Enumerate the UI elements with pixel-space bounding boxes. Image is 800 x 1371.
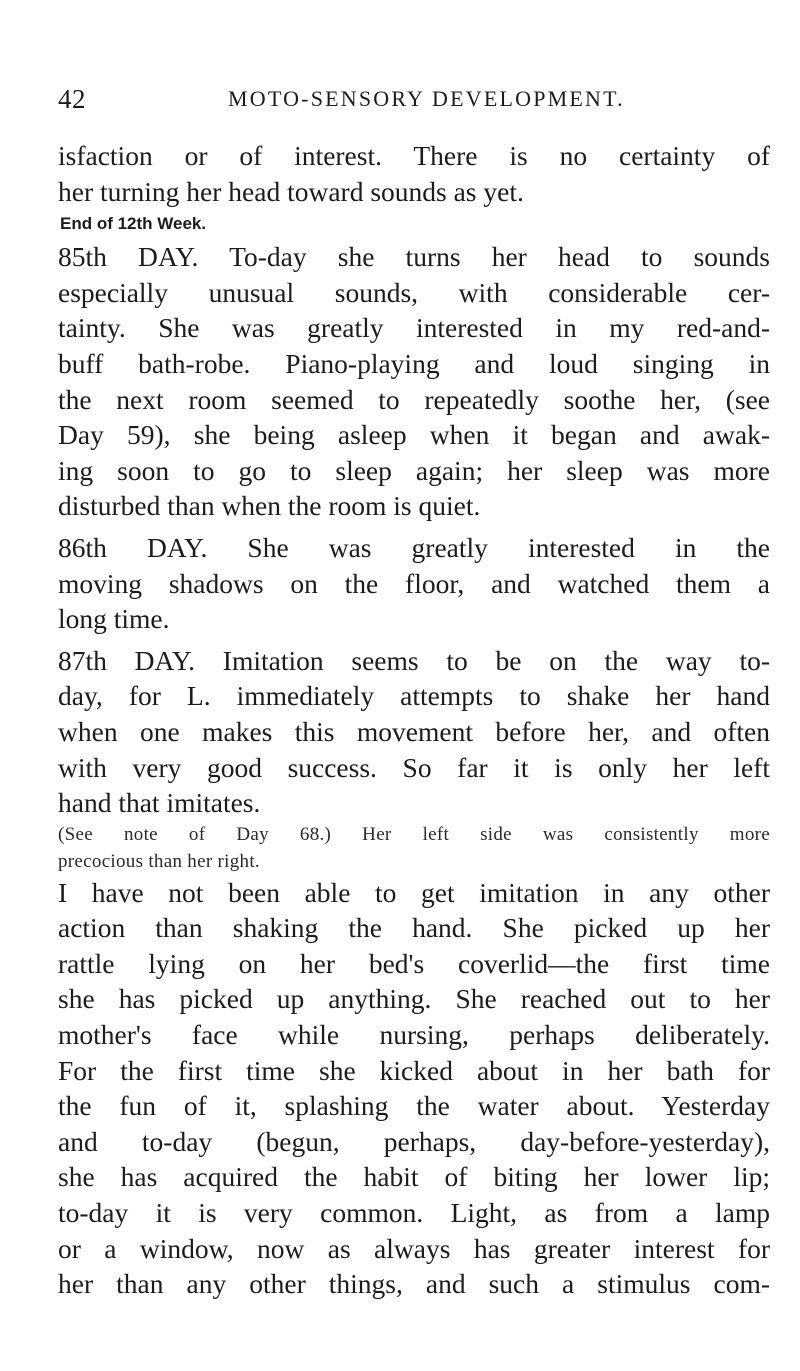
- text-line: to-day it is very common. Light, as from a lamp: [58, 1197, 770, 1229]
- footnote-paragraph: [58, 821, 770, 875]
- page-header: [58, 84, 758, 118]
- text-line: isfaction or of interest. There is no certainty of: [58, 140, 770, 171]
- continuation-paragraph: [58, 875, 770, 1302]
- text-line: when one makes this movement before her, and often: [58, 715, 770, 747]
- text-line: rattle lying on her bed's coverlid—the first time: [58, 947, 770, 979]
- text-line: day, for L. immediately attempts to shake her hand: [58, 680, 770, 712]
- text-line: especially unusual sounds, with considerable cer-: [58, 276, 770, 308]
- text-line: or a window, now as always has greater interest for: [58, 1232, 770, 1264]
- text-line: disturbed than when the room is quiet.: [58, 490, 481, 522]
- text-line: For the first time she kicked about in her bath for: [58, 1054, 770, 1086]
- note-line: precocious than her right.: [58, 850, 260, 872]
- running-head: MOTO-SENSORY DEVELOPMENT.: [228, 86, 625, 111]
- text-line: action than shaking the hand. She picked up her: [58, 912, 770, 944]
- day-87-entry: [58, 643, 770, 821]
- text-line: Day 59), she being asleep when it began and awak-: [58, 419, 770, 451]
- text-line: her than any other things, and such a stimulus com-: [58, 1268, 770, 1300]
- text-line: she has acquired the habit of biting her lower lip;: [58, 1161, 770, 1193]
- text-line: the next room seemed to repeatedly soothe her, (see: [58, 383, 770, 415]
- text-line: the fun of it, splashing the water about. Yesterday: [58, 1090, 770, 1122]
- text-line: tainty. She was greatly interested in my red-and-: [58, 312, 770, 344]
- text-line: and to-day (begun, perhaps, day-before-yesterday),: [58, 1125, 770, 1157]
- text-line: 86th DAY. She was greatly interested in the: [58, 531, 770, 563]
- text-line: long time.: [58, 603, 170, 635]
- text-line: 87th DAY. Imitation seems to be on the way to-: [58, 644, 770, 676]
- text-line: I have not been able to get imitation in any other: [58, 876, 770, 908]
- page-number: 42: [58, 84, 86, 114]
- section-subheading: End of 12th Week.: [60, 214, 207, 234]
- body-text: [58, 138, 770, 1302]
- text-line: with very good success. So far it is only her left: [58, 751, 770, 783]
- text-line: she has picked up anything. She reached out to her: [58, 983, 770, 1015]
- text-line: hand that imitates.: [58, 787, 261, 819]
- day-85-entry: [58, 239, 770, 524]
- note-line: (See note of Day 68.) Her left side was consistently more: [58, 823, 770, 845]
- intro-paragraph: [58, 138, 770, 209]
- text-line: her turning her head toward sounds as yet.: [58, 175, 524, 207]
- text-line: buff bath-robe. Piano-playing and loud singing in: [58, 347, 770, 379]
- text-line: moving shadows on the floor, and watched them a: [58, 567, 770, 599]
- text-line: 85th DAY. To-day she turns her head to sounds: [58, 241, 770, 273]
- day-86-entry: [58, 530, 770, 637]
- text-line: mother's face while nursing, perhaps deliberately.: [58, 1019, 770, 1051]
- text-line: ing soon to go to sleep again; her sleep was more: [58, 454, 770, 486]
